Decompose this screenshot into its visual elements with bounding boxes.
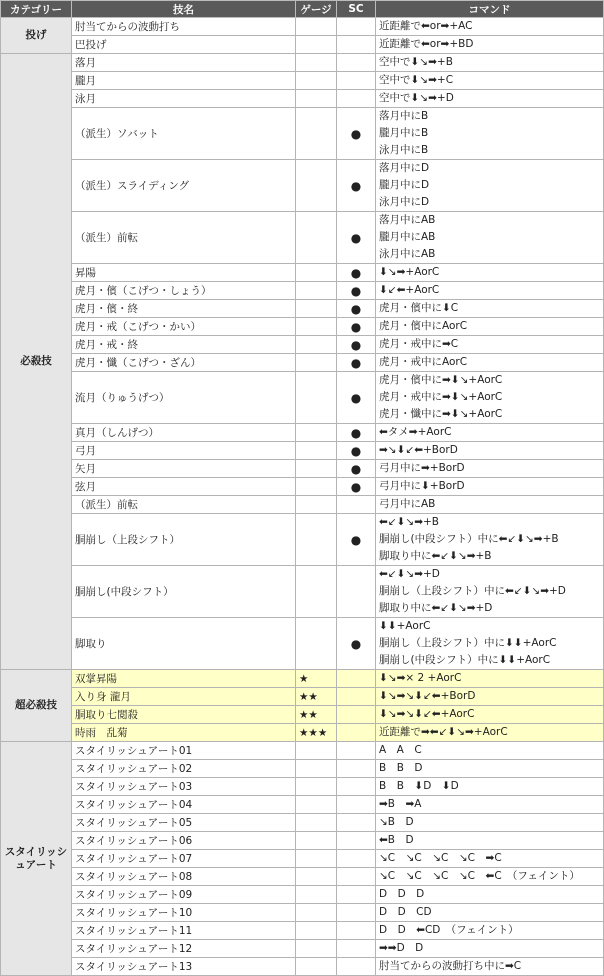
gauge-cell: ★ — [296, 670, 337, 688]
command-cell — [376, 724, 604, 742]
move-name-cell: 巴投げ — [72, 36, 296, 54]
gauge-cell — [296, 36, 337, 54]
move-name-cell: 虎月・戒（こげつ・かい） — [72, 318, 296, 336]
sc-cell — [337, 496, 376, 514]
command-cell — [376, 90, 604, 108]
command-line: 空中で⬇↘➡+C — [379, 74, 454, 86]
gauge-cell — [296, 160, 337, 212]
command-cell — [376, 868, 604, 886]
gauge-cell — [296, 264, 337, 282]
command-line: ⬅タメ➡+AorC — [379, 426, 452, 438]
gauge-cell — [296, 886, 337, 904]
sc-cell — [337, 958, 376, 976]
command-cell — [376, 904, 604, 922]
move-name-cell: 胴崩し（上段シフト） — [72, 514, 296, 566]
move-name-cell: スタイリッシュアート05 — [72, 814, 296, 832]
gauge-cell — [296, 54, 337, 72]
table-row — [1, 18, 604, 36]
sc-cell: ● — [337, 336, 376, 354]
command-line: 近距離で⬅or➡+BD — [379, 38, 474, 50]
command-cell — [376, 496, 604, 514]
table-row — [1, 796, 604, 814]
table-row — [1, 282, 604, 300]
command-line: 虎月・懺中に➡⬇↘+AorC — [379, 408, 503, 420]
sc-cell — [337, 886, 376, 904]
command-cell — [376, 442, 604, 460]
command-cell — [376, 514, 604, 566]
command-line: ⬇↘➡× 2 +AorC — [379, 672, 462, 684]
move-name-cell: 泳月 — [72, 90, 296, 108]
command-cell — [376, 796, 604, 814]
command-line: A A C — [379, 744, 422, 756]
table-row — [1, 478, 604, 496]
command-cell — [376, 354, 604, 372]
command-cell — [376, 618, 604, 670]
command-line: 近距離で➡⬅↙⬇↘➡+AorC — [379, 726, 508, 738]
sc-cell — [337, 796, 376, 814]
command-line: 虎月・戒中に➡⬇↘+AorC — [379, 391, 503, 403]
command-line: 脚取り中に⬅↙⬇↘➡+B — [379, 550, 492, 562]
sc-cell: ● — [337, 514, 376, 566]
command-line: 胴崩し(中段シフト）中に⬅↙⬇↘➡+B — [379, 533, 559, 545]
header-sc: SC — [337, 1, 376, 18]
command-line: ⬅↙⬇↘➡+D — [379, 568, 440, 580]
command-line: 胴崩し（上段シフト）中に⬅↙⬇↘➡+D — [379, 585, 566, 597]
gauge-cell — [296, 372, 337, 424]
command-line: 泳月中にB — [379, 144, 429, 156]
table-row — [1, 618, 604, 670]
sc-cell — [337, 36, 376, 54]
table-row — [1, 36, 604, 54]
table-row — [1, 514, 604, 566]
sc-cell — [337, 566, 376, 618]
command-line: 落月中にB — [379, 110, 429, 122]
gauge-cell — [296, 442, 337, 460]
command-cell — [376, 940, 604, 958]
sc-cell — [337, 904, 376, 922]
header-category: カテゴリー — [1, 1, 72, 18]
gauge-cell — [296, 514, 337, 566]
move-name-cell: （派生）スライディング — [72, 160, 296, 212]
command-cell — [376, 264, 604, 282]
gauge-cell — [296, 108, 337, 160]
gauge-cell — [296, 778, 337, 796]
gauge-cell — [296, 18, 337, 36]
category-cell: 超必殺技 — [1, 670, 72, 742]
command-cell — [376, 850, 604, 868]
move-name-cell: 真月（しんげつ） — [72, 424, 296, 442]
table-row — [1, 354, 604, 372]
sc-cell: ● — [337, 354, 376, 372]
table-row — [1, 90, 604, 108]
table-row — [1, 850, 604, 868]
move-name-cell: スタイリッシュアート04 — [72, 796, 296, 814]
table-row — [1, 496, 604, 514]
command-line: 泳月中にD — [379, 196, 430, 208]
command-cell — [376, 460, 604, 478]
command-cell — [376, 18, 604, 36]
command-cell — [376, 760, 604, 778]
sc-cell: ● — [337, 618, 376, 670]
command-cell — [376, 372, 604, 424]
move-name-cell: 肘当てからの波動打ち — [72, 18, 296, 36]
sc-cell: ● — [337, 460, 376, 478]
table-row — [1, 372, 604, 424]
command-cell — [376, 336, 604, 354]
command-line: ⬇⬇+AorC — [379, 620, 431, 632]
gauge-cell — [296, 814, 337, 832]
gauge-cell — [296, 742, 337, 760]
header-move-name: 技名 — [72, 1, 296, 18]
table-row — [1, 760, 604, 778]
command-cell — [376, 212, 604, 264]
sc-cell — [337, 670, 376, 688]
gauge-cell — [296, 460, 337, 478]
command-line: 弓月中に⬇+BorD — [379, 480, 465, 492]
move-name-cell: 朧月 — [72, 72, 296, 90]
move-name-cell: （派生）ソバット — [72, 108, 296, 160]
gauge-cell: ★★★ — [296, 724, 337, 742]
header-gauge: ゲージ — [296, 1, 337, 18]
command-line: ↘B D — [379, 816, 414, 828]
gauge-cell — [296, 796, 337, 814]
move-name-cell: スタイリッシュアート07 — [72, 850, 296, 868]
command-line: 弓月中にAB — [379, 498, 436, 510]
move-name-cell: 脚取り — [72, 618, 296, 670]
table-row — [1, 670, 604, 688]
table-row — [1, 778, 604, 796]
gauge-cell — [296, 354, 337, 372]
command-line: ↘C ↘C ↘C ↘C ⬅C （フェイント） — [379, 870, 580, 882]
category-cell: 必殺技 — [1, 54, 72, 670]
command-line: ➡➡D D — [379, 942, 424, 954]
command-line: 近距離で⬅or➡+AC — [379, 20, 473, 32]
move-name-cell: スタイリッシュアート08 — [72, 868, 296, 886]
command-cell — [376, 886, 604, 904]
table-row — [1, 72, 604, 90]
move-name-cell: スタイリッシュアート02 — [72, 760, 296, 778]
table-row — [1, 868, 604, 886]
command-line: 胴崩し(中段シフト）中に⬇⬇+AorC — [379, 654, 551, 666]
table-row — [1, 264, 604, 282]
gauge-cell — [296, 72, 337, 90]
move-name-cell: 虎月・儐（こげつ・しょう） — [72, 282, 296, 300]
sc-cell: ● — [337, 160, 376, 212]
table-row — [1, 460, 604, 478]
sc-cell: ● — [337, 212, 376, 264]
table-row — [1, 300, 604, 318]
command-cell — [376, 778, 604, 796]
table-row — [1, 318, 604, 336]
command-cell — [376, 424, 604, 442]
sc-cell — [337, 54, 376, 72]
command-cell — [376, 814, 604, 832]
table-row — [1, 904, 604, 922]
move-name-cell: スタイリッシュアート09 — [72, 886, 296, 904]
sc-cell — [337, 18, 376, 36]
move-name-cell: スタイリッシュアート13 — [72, 958, 296, 976]
gauge-cell — [296, 760, 337, 778]
command-line: 虎月・儐中にAorC — [379, 320, 468, 332]
command-cell — [376, 706, 604, 724]
command-line: ⬇↘➡↘⬇↙⬅+BorD — [379, 690, 476, 702]
gauge-cell — [296, 90, 337, 108]
command-line: 虎月・戒中にAorC — [379, 356, 468, 368]
sc-cell — [337, 814, 376, 832]
move-name-cell: 虎月・懺（こげつ・ざん） — [72, 354, 296, 372]
command-cell — [376, 318, 604, 336]
command-cell — [376, 832, 604, 850]
table-row — [1, 940, 604, 958]
move-name-cell: 虎月・戒・終 — [72, 336, 296, 354]
sc-cell: ● — [337, 424, 376, 442]
command-cell — [376, 742, 604, 760]
table-row — [1, 688, 604, 706]
command-line: 泳月中にAB — [379, 248, 436, 260]
gauge-cell — [296, 300, 337, 318]
gauge-cell — [296, 566, 337, 618]
sc-cell: ● — [337, 282, 376, 300]
command-cell — [376, 36, 604, 54]
command-cell — [376, 478, 604, 496]
command-line: 虎月・儐中に⬇C — [379, 302, 459, 314]
table-row — [1, 814, 604, 832]
table-row — [1, 724, 604, 742]
command-cell — [376, 566, 604, 618]
table-row — [1, 742, 604, 760]
table-row — [1, 566, 604, 618]
command-line: 空中で⬇↘➡+B — [379, 56, 453, 68]
move-name-cell: （派生）前転 — [72, 212, 296, 264]
command-cell — [376, 958, 604, 976]
command-line: 朧月中にAB — [379, 231, 436, 243]
move-name-cell: スタイリッシュアート01 — [72, 742, 296, 760]
command-line: ⬇↙⬅+AorC — [379, 284, 440, 296]
header-row — [1, 1, 604, 18]
table-row — [1, 212, 604, 264]
command-line: ➡↘⬇↙⬅+BorD — [379, 444, 458, 456]
command-line: ⬅B D — [379, 834, 414, 846]
command-line: D D ⬅CD （フェイント） — [379, 924, 519, 936]
gauge-cell — [296, 618, 337, 670]
command-line: 弓月中に➡+BorD — [379, 462, 465, 474]
command-line: ↘C ↘C ↘C ↘C ➡C — [379, 852, 502, 864]
table-row — [1, 958, 604, 976]
move-name-cell: 胴取り七閲殺 — [72, 706, 296, 724]
gauge-cell — [296, 868, 337, 886]
command-line: 虎月・儐中に➡⬇↘+AorC — [379, 374, 503, 386]
move-name-cell: 弓月 — [72, 442, 296, 460]
sc-cell — [337, 832, 376, 850]
command-cell — [376, 688, 604, 706]
move-name-cell: 時雨 乱菊 — [72, 724, 296, 742]
command-line: ⬅↙⬇↘➡+B — [379, 516, 439, 528]
move-name-cell: スタイリッシュアート06 — [72, 832, 296, 850]
gauge-cell — [296, 336, 337, 354]
move-name-cell: 流月（りゅうげつ） — [72, 372, 296, 424]
gauge-cell — [296, 318, 337, 336]
table-row — [1, 832, 604, 850]
gauge-cell — [296, 850, 337, 868]
table-row — [1, 922, 604, 940]
gauge-cell: ★★ — [296, 706, 337, 724]
gauge-cell — [296, 212, 337, 264]
gauge-cell — [296, 282, 337, 300]
command-line: 朧月中にB — [379, 127, 429, 139]
command-line: 胴崩し（上段シフト）中に⬇⬇+AorC — [379, 637, 557, 649]
move-name-cell: 落月 — [72, 54, 296, 72]
sc-cell — [337, 724, 376, 742]
move-name-cell: スタイリッシュアート03 — [72, 778, 296, 796]
sc-cell — [337, 778, 376, 796]
sc-cell: ● — [337, 442, 376, 460]
sc-cell — [337, 922, 376, 940]
category-cell: スタイリッシュアート — [1, 742, 72, 976]
gauge-cell — [296, 424, 337, 442]
command-cell — [376, 300, 604, 318]
sc-cell: ● — [337, 300, 376, 318]
sc-cell: ● — [337, 478, 376, 496]
sc-cell — [337, 868, 376, 886]
header-command: コマンド — [376, 1, 604, 18]
table-row — [1, 160, 604, 212]
command-line: ⬇↘➡+AorC — [379, 266, 440, 278]
command-line: 落月中にAB — [379, 214, 436, 226]
command-line: ⬇↘➡↘⬇↙⬅+AorC — [379, 708, 475, 720]
command-cell — [376, 282, 604, 300]
command-line: B B ⬇D ⬇D — [379, 780, 459, 792]
sc-cell — [337, 940, 376, 958]
table-row — [1, 336, 604, 354]
category-cell: 投げ — [1, 18, 72, 54]
move-name-cell: 虎月・儐・終 — [72, 300, 296, 318]
gauge-cell — [296, 940, 337, 958]
sc-cell: ● — [337, 108, 376, 160]
command-cell — [376, 922, 604, 940]
move-name-cell: スタイリッシュアート12 — [72, 940, 296, 958]
command-line: D D D — [379, 888, 425, 900]
move-name-cell: 昇陽 — [72, 264, 296, 282]
command-line: 肘当てからの波動打ち中に➡C — [379, 960, 522, 972]
move-name-cell: 弦月 — [72, 478, 296, 496]
gauge-cell — [296, 922, 337, 940]
move-name-cell: スタイリッシュアート10 — [72, 904, 296, 922]
command-line: D D CD — [379, 906, 432, 918]
sc-cell: ● — [337, 372, 376, 424]
command-cell — [376, 160, 604, 212]
command-line: 脚取り中に⬅↙⬇↘➡+D — [379, 602, 493, 614]
command-cell — [376, 670, 604, 688]
move-name-cell: 入り身 瀧月 — [72, 688, 296, 706]
command-line: ➡B ➡A — [379, 798, 422, 810]
sc-cell — [337, 742, 376, 760]
sc-cell: ● — [337, 318, 376, 336]
move-name-cell: スタイリッシュアート11 — [72, 922, 296, 940]
table-row — [1, 424, 604, 442]
sc-cell — [337, 688, 376, 706]
move-name-cell: 胴崩し(中段シフト） — [72, 566, 296, 618]
gauge-cell — [296, 832, 337, 850]
move-list-body — [1, 18, 604, 976]
move-name-cell: 矢月 — [72, 460, 296, 478]
command-line: 空中で⬇↘➡+D — [379, 92, 454, 104]
gauge-cell: ★★ — [296, 688, 337, 706]
gauge-cell — [296, 496, 337, 514]
sc-cell — [337, 850, 376, 868]
command-line: B B D — [379, 762, 423, 774]
sc-cell — [337, 72, 376, 90]
table-row — [1, 54, 604, 72]
command-cell — [376, 54, 604, 72]
gauge-cell — [296, 904, 337, 922]
move-name-cell: （派生）前転 — [72, 496, 296, 514]
table-row — [1, 706, 604, 724]
sc-cell — [337, 706, 376, 724]
command-line: 虎月・戒中に➡C — [379, 338, 459, 350]
command-cell — [376, 72, 604, 90]
command-line: 落月中にD — [379, 162, 430, 174]
gauge-cell — [296, 478, 337, 496]
sc-cell — [337, 90, 376, 108]
table-row — [1, 442, 604, 460]
command-cell — [376, 108, 604, 160]
command-line: 朧月中にD — [379, 179, 430, 191]
move-name-cell: 双掌昇陽 — [72, 670, 296, 688]
table-row — [1, 886, 604, 904]
sc-cell: ● — [337, 264, 376, 282]
table-row — [1, 108, 604, 160]
gauge-cell — [296, 958, 337, 976]
sc-cell — [337, 760, 376, 778]
